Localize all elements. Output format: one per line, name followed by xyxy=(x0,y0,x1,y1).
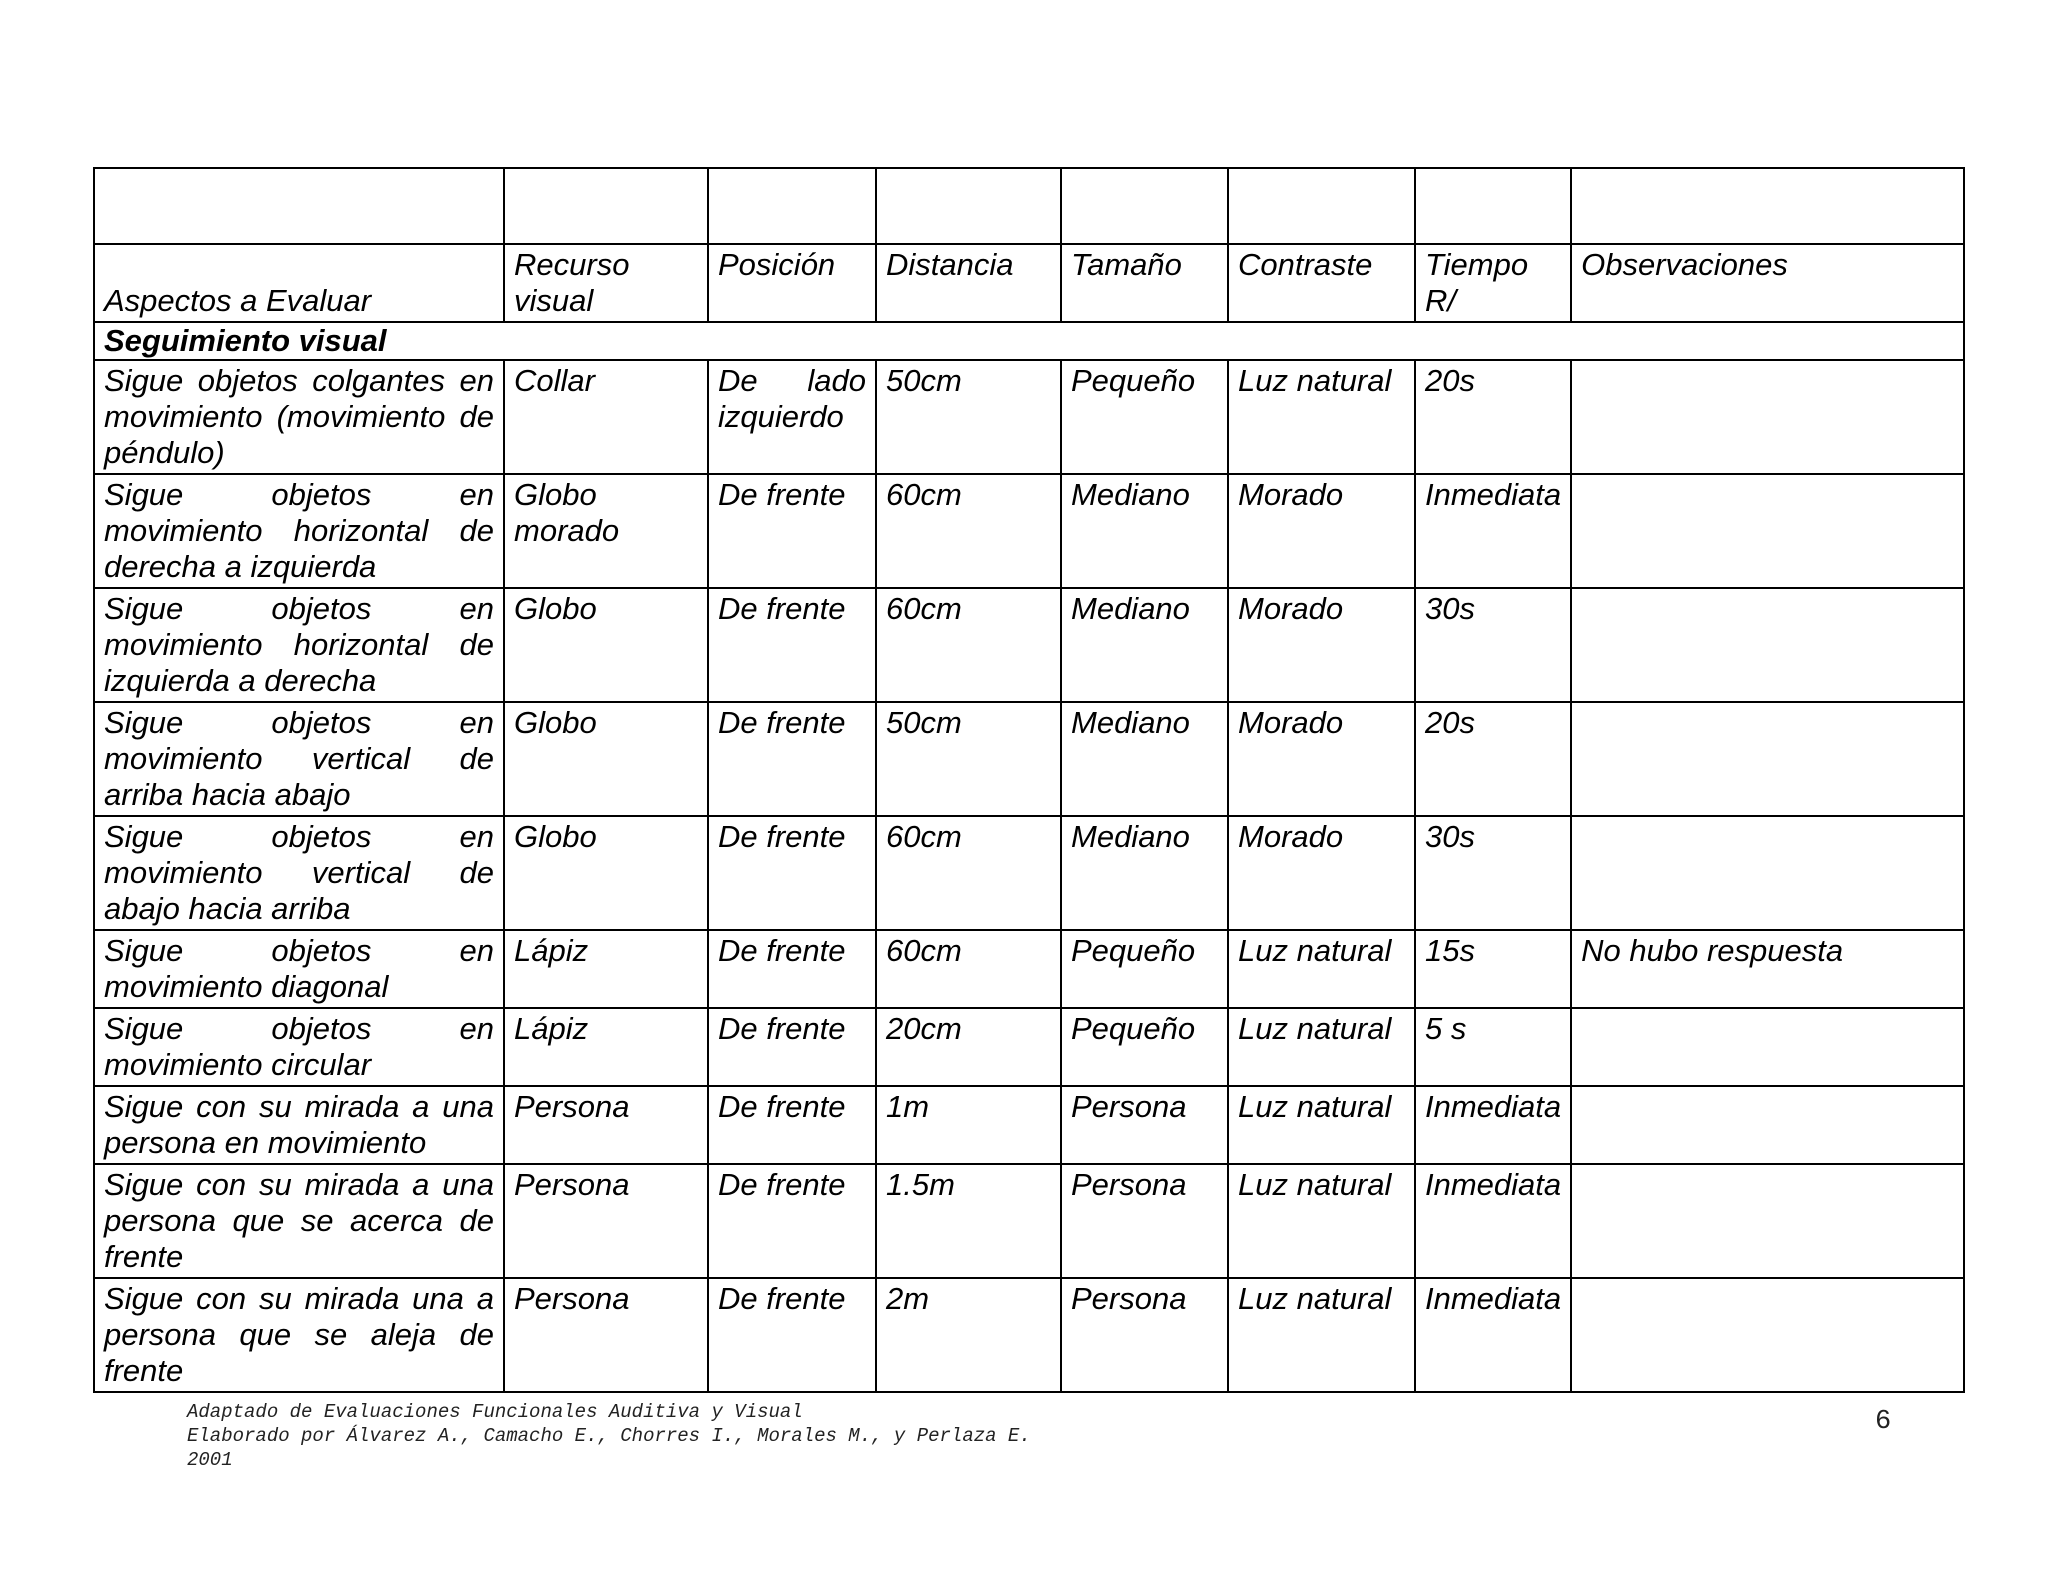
table-row xyxy=(94,702,1964,816)
header-aspectos: Aspectos a Evaluar xyxy=(94,244,504,322)
header-tiempo: Tiempo R/ xyxy=(1415,244,1571,322)
aspecto-cell: Sigue objetos en movimiento circular xyxy=(94,1008,504,1086)
contraste-cell: Luz natural xyxy=(1228,1278,1415,1392)
observaciones-cell xyxy=(1571,1278,1964,1392)
contraste-cell: Luz natural xyxy=(1228,360,1415,474)
recurso-cell: Globo xyxy=(504,702,708,816)
header-contraste: Contraste xyxy=(1228,244,1415,322)
observaciones-cell xyxy=(1571,588,1964,702)
aspecto-cell: Sigue objetos colgantes en movimiento (movimiento de péndulo) xyxy=(94,360,504,474)
footer-line-adapted: Adaptado de Evaluaciones Funcionales Auditiva y Visual xyxy=(187,1401,803,1423)
posicion-cell: De frente xyxy=(708,930,876,1008)
posicion-cell: De lado izquierdo xyxy=(708,360,876,474)
page-number: 6 xyxy=(1875,1407,1892,1437)
posicion-cell: De frente xyxy=(708,588,876,702)
observaciones-cell xyxy=(1571,360,1964,474)
distancia-cell: 2m xyxy=(876,1278,1061,1392)
tamano-cell: Pequeño xyxy=(1061,1008,1228,1086)
table-row xyxy=(94,474,1964,588)
distancia-cell: 60cm xyxy=(876,474,1061,588)
footer-credits xyxy=(187,1400,1031,1472)
observaciones-cell xyxy=(1571,702,1964,816)
table-row xyxy=(94,1086,1964,1164)
posicion-cell: De frente xyxy=(708,1086,876,1164)
distancia-cell: 50cm xyxy=(876,360,1061,474)
tiempo-cell: 15s xyxy=(1415,930,1571,1008)
contraste-cell: Morado xyxy=(1228,588,1415,702)
tamano-cell: Pequeño xyxy=(1061,930,1228,1008)
distancia-cell: 60cm xyxy=(876,588,1061,702)
table-row xyxy=(94,816,1964,930)
header-tamano: Tamaño xyxy=(1061,244,1228,322)
distancia-cell: 50cm xyxy=(876,702,1061,816)
distancia-cell: 1m xyxy=(876,1086,1061,1164)
table-row xyxy=(94,1008,1964,1086)
observaciones-cell xyxy=(1571,474,1964,588)
footer-line-authors: Elaborado por Álvarez A., Camacho E., Chorres I., Morales M., y Perlaza E. xyxy=(187,1425,1031,1447)
recurso-cell: Persona xyxy=(504,1278,708,1392)
aspecto-cell: Sigue con su mirada a una persona en movimiento xyxy=(94,1086,504,1164)
contraste-cell: Luz natural xyxy=(1228,1008,1415,1086)
tamano-cell: Pequeño xyxy=(1061,360,1228,474)
recurso-cell: Persona xyxy=(504,1164,708,1278)
header-posicion: Posición xyxy=(708,244,876,322)
header-row xyxy=(94,244,1964,322)
tamano-cell: Persona xyxy=(1061,1278,1228,1392)
observaciones-cell xyxy=(1571,1008,1964,1086)
recurso-cell: Collar xyxy=(504,360,708,474)
tiempo-cell: 20s xyxy=(1415,702,1571,816)
contraste-cell: Morado xyxy=(1228,702,1415,816)
header-recurso: Recurso visual xyxy=(504,244,708,322)
tiempo-cell: 30s xyxy=(1415,588,1571,702)
footer-line-year: 2001 xyxy=(187,1449,233,1471)
tamano-cell: Mediano xyxy=(1061,474,1228,588)
aspecto-cell: Sigue objetos en movimiento horizontal de izquierda a derecha xyxy=(94,588,504,702)
tiempo-cell: Inmediata xyxy=(1415,474,1571,588)
tamano-cell: Persona xyxy=(1061,1164,1228,1278)
aspecto-cell: Sigue con su mirada una a persona que se aleja de frente xyxy=(94,1278,504,1392)
contraste-cell: Luz natural xyxy=(1228,930,1415,1008)
recurso-cell: Persona xyxy=(504,1086,708,1164)
tamano-cell: Mediano xyxy=(1061,816,1228,930)
blank-header-row xyxy=(94,168,1964,244)
recurso-cell: Lápiz xyxy=(504,930,708,1008)
evaluation-table xyxy=(93,167,1965,1393)
observaciones-cell xyxy=(1571,1164,1964,1278)
posicion-cell: De frente xyxy=(708,1278,876,1392)
header-distancia: Distancia xyxy=(876,244,1061,322)
aspecto-cell: Sigue objetos en movimiento diagonal xyxy=(94,930,504,1008)
aspecto-cell: Sigue objetos en movimiento vertical de arriba hacia abajo xyxy=(94,702,504,816)
recurso-cell: Lápiz xyxy=(504,1008,708,1086)
observaciones-cell xyxy=(1571,816,1964,930)
posicion-cell: De frente xyxy=(708,1008,876,1086)
tamano-cell: Mediano xyxy=(1061,702,1228,816)
distancia-cell: 20cm xyxy=(876,1008,1061,1086)
posicion-cell: De frente xyxy=(708,702,876,816)
distancia-cell: 1.5m xyxy=(876,1164,1061,1278)
tamano-cell: Persona xyxy=(1061,1086,1228,1164)
contraste-cell: Luz natural xyxy=(1228,1086,1415,1164)
recurso-cell: Globo morado xyxy=(504,474,708,588)
distancia-cell: 60cm xyxy=(876,930,1061,1008)
observaciones-cell xyxy=(1571,1086,1964,1164)
tiempo-cell: Inmediata xyxy=(1415,1164,1571,1278)
tiempo-cell: Inmediata xyxy=(1415,1086,1571,1164)
tiempo-cell: 5 s xyxy=(1415,1008,1571,1086)
tiempo-cell: Inmediata xyxy=(1415,1278,1571,1392)
aspecto-cell: Sigue objetos en movimiento vertical de abajo hacia arriba xyxy=(94,816,504,930)
posicion-cell: De frente xyxy=(708,474,876,588)
recurso-cell: Globo xyxy=(504,816,708,930)
tiempo-cell: 20s xyxy=(1415,360,1571,474)
section-title: Seguimiento visual xyxy=(94,322,1964,360)
aspecto-cell: Sigue con su mirada a una persona que se acerca de frente xyxy=(94,1164,504,1278)
posicion-cell: De frente xyxy=(708,1164,876,1278)
tamano-cell: Mediano xyxy=(1061,588,1228,702)
table-row xyxy=(94,1164,1964,1278)
recurso-cell: Globo xyxy=(504,588,708,702)
contraste-cell: Luz natural xyxy=(1228,1164,1415,1278)
tiempo-cell: 30s xyxy=(1415,816,1571,930)
contraste-cell: Morado xyxy=(1228,474,1415,588)
table-row xyxy=(94,360,1964,474)
section-row xyxy=(94,322,1964,360)
table-row xyxy=(94,588,1964,702)
distancia-cell: 60cm xyxy=(876,816,1061,930)
table-row xyxy=(94,930,1964,1008)
aspecto-cell: Sigue objetos en movimiento horizontal de derecha a izquierda xyxy=(94,474,504,588)
contraste-cell: Morado xyxy=(1228,816,1415,930)
posicion-cell: De frente xyxy=(708,816,876,930)
header-observaciones: Observaciones xyxy=(1571,244,1964,322)
observaciones-cell: No hubo respuesta xyxy=(1571,930,1964,1008)
table-row xyxy=(94,1278,1964,1392)
